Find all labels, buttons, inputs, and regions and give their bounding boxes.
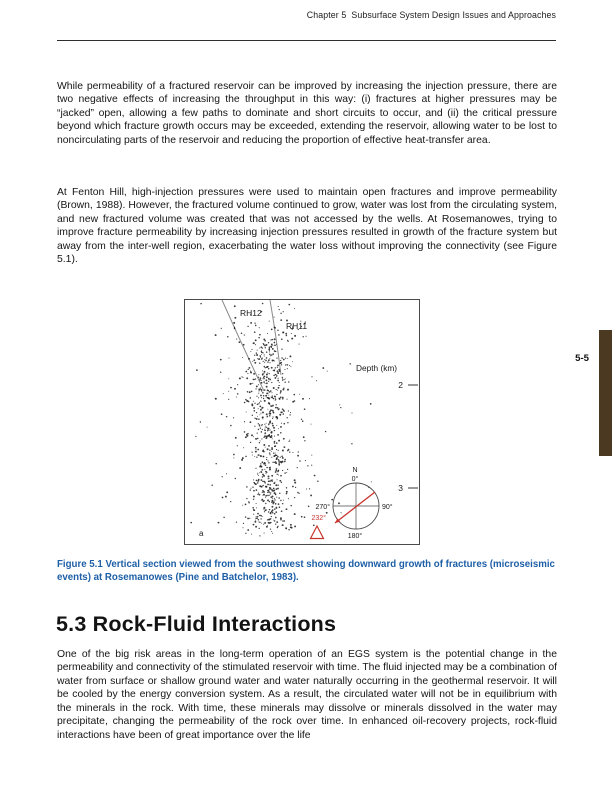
- compass-north-label: N: [352, 467, 358, 474]
- page-number: 5-5: [575, 353, 589, 364]
- chapter-header: Chapter 5 Subsurface System Design Issues and Approaches: [306, 10, 556, 20]
- well-label-rh11: RH11: [286, 321, 308, 331]
- figure-caption: Figure 5.1 Vertical section viewed from the southwest showing downward growth of fractures (microseismic events) at Rosemanowes (Pine and Batchelor, 1983).: [57, 559, 555, 583]
- bearing-232-label: 232°: [311, 515, 326, 522]
- compass-90-label: 90°: [382, 504, 393, 511]
- paragraph-rock-fluid: One of the big risk areas in the long-term operation of an EGS system is the potential change in the permeability and connectivity of the stimulated reservoir with time. The fluid injected may be a combination of water from surface or shallow ground water and water naturally occurring in the geothermal reservoir. It will be cooled by the energy conversion system. As a result, the circulated water will not be in equilibrium with the minerals in the rock. With time, these minerals may dissolve or minerals dissolved in the water may precipitate, changing the permeability of the rock over time. In enhanced oil-recovery projects, rock-fluid interactions have been of great importance over the life: [57, 649, 557, 741]
- compass-180-label: 180°: [347, 533, 363, 540]
- well-label-rh12: RH12: [240, 308, 262, 318]
- paragraph-permeability: While permeability of a fractured reservoir can be improved by increasing the injection pressure, there are two negative effects of increasing the throughput in this way: (i) fractures at higher pressures may be “jacked” open, allowing a few paths to dominate and short circuits to occur, and (ii) the critical pressure beyond which fracture growth occurs may be exceeded, extending the reservoir, allowing water to be lost to noncirculating parts of the reservoir and reducing the proportion of effective heat-transfer area.: [57, 81, 557, 146]
- depth-tick-2-label: 2: [398, 380, 403, 390]
- depth-axis-label: Depth (km): [356, 363, 398, 373]
- compass-270-label: 270°: [315, 504, 330, 511]
- page-edge-tab: [599, 330, 612, 456]
- section-heading-5-3: 5.3 Rock-Fluid Interactions: [56, 612, 337, 636]
- marker-a-label: a: [199, 529, 204, 538]
- paragraph-fenton-hill: At Fenton Hill, high-injection pressures were used to maintain open fractures and improve permeability (Brown, 1988). However, the fractured volume continued to grow, water was lost from the circulating system, and new fractured volume was created that was not accessed by the wells. At Rosemanowes, trying to improve fracture permeability by increasing injection pressures resulted in growth of the fracture system but away from the inter-well region, exacerbating the water loss without improving the connectivity (see Figure 5.1).: [57, 187, 557, 266]
- figure-5-1-plot: [184, 299, 420, 545]
- figure-5-1: [184, 299, 420, 545]
- header-rule: [57, 40, 556, 41]
- depth-tick-3-label: 3: [398, 483, 403, 493]
- compass-0-label: 0°: [351, 476, 359, 483]
